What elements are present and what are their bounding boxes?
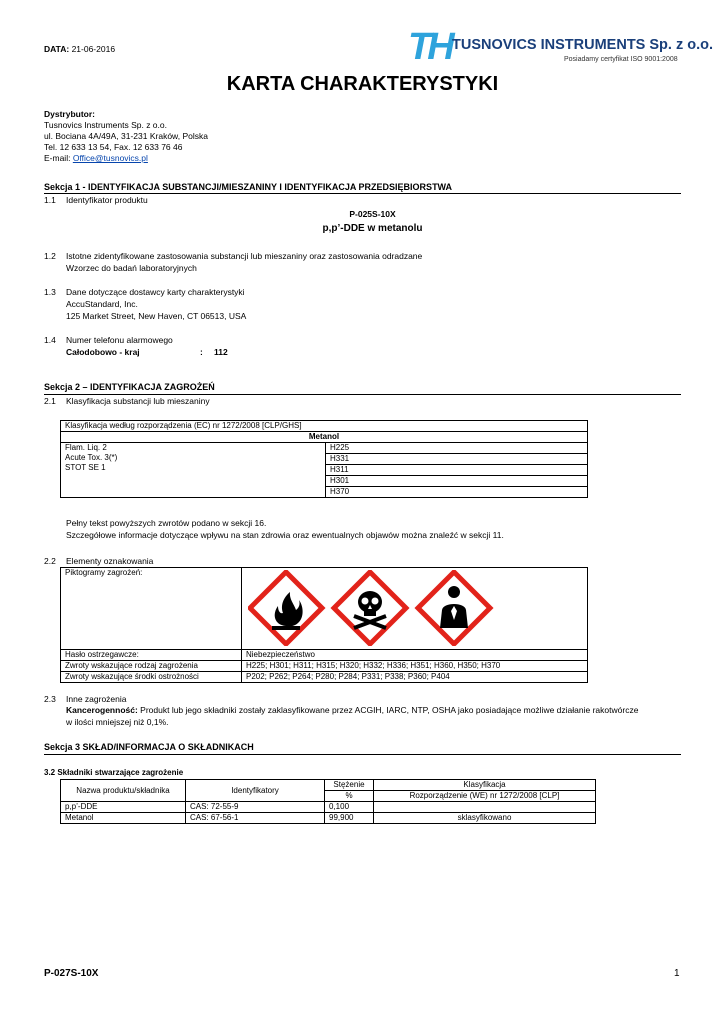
- signal-word-value: Niebezpieczeństwo: [242, 650, 588, 661]
- classification-table: [60, 420, 588, 498]
- s14-label: Numer telefonu alarmowego: [66, 335, 173, 345]
- hazard-code: H331: [326, 454, 587, 465]
- row-conc: 99,900: [325, 813, 374, 824]
- section1-rule: [44, 193, 681, 194]
- category: Acute Tox. 3(*): [65, 453, 118, 462]
- company-name: TUSNOVICS INSTRUMENTS Sp. z o.o.: [452, 37, 714, 53]
- section2-title: Sekcja 2 – IDENTYFIKACJA ZAGROŻEŃ: [44, 382, 215, 392]
- s22-number: 2.2: [44, 556, 56, 566]
- s14-number: 1.4: [44, 335, 56, 345]
- emergency-key: Całodobowo - kraj: [66, 347, 140, 357]
- company-logo: [408, 26, 714, 70]
- s11-number: 1.1: [44, 195, 56, 205]
- s23-label: Inne zagrożenia: [66, 694, 127, 704]
- hazard-statements-value: H225; H301; H311; H315; H320; H332; H336; H351; H360, H350; H370: [242, 661, 588, 672]
- s32-title: 3.2 Składniki stwarzające zagrożenie: [44, 768, 184, 777]
- s21-label: Klasyfikacja substancji lub mieszaniny: [66, 396, 210, 406]
- row-class: sklasyfikowano: [374, 813, 596, 824]
- pictograms-cell: [242, 568, 588, 650]
- s11-label: Identyfikator produktu: [66, 195, 148, 205]
- signal-word-label: Hasło ostrzegawcze:: [61, 650, 242, 661]
- footer-code: P-027S-10X: [44, 968, 99, 979]
- classification-hazard-codes: [326, 443, 588, 498]
- pictograms-label: Piktogramy zagrożeń:: [61, 568, 242, 650]
- s12-value: Wzorzec do badań laboratoryjnych: [66, 263, 197, 273]
- document-title: KARTA CHARAKTERYSTYKI: [226, 73, 499, 95]
- distributor-address: ul. Bociana 4A/49A, 31-231 Kraków, Polska: [44, 131, 208, 141]
- s13-label: Dane dotyczące dostawcy karty charakterystyki: [66, 287, 245, 297]
- row-name: p,p’-DDE: [61, 802, 186, 813]
- row-id: CAS: 67-56-1: [186, 813, 325, 824]
- s23-number: 2.3: [44, 694, 56, 704]
- row-conc: 0,100: [325, 802, 374, 813]
- s13-number: 1.3: [44, 287, 56, 297]
- s12-label: Istotne zidentyfikowane zastosowania substancji lub mieszaniny oraz zastosowania odradzane: [66, 251, 423, 261]
- carcinogenicity-line1: Produkt lub jego składniki zostały zaklasyfikowane przez ACGIH, IARC, NTP, OSHA jako posiadające możliwe działanie rakotwórcze: [137, 705, 639, 715]
- col-class-header: Klasyfikacja: [374, 780, 596, 791]
- page-number: 1: [674, 968, 680, 979]
- col-class-regulation: Rozporządzenie (WE) nr 1272/2008 [CLP]: [374, 791, 596, 802]
- classification-substance: Metanol: [61, 432, 588, 443]
- note-details: Szczegółowe informacje dotyczące wpływu na stan zdrowia oraz ewentualnych objawów można znaleźć w sekcji 11.: [66, 530, 504, 540]
- pictograms: [248, 570, 498, 646]
- date: [44, 44, 115, 55]
- distributor-email: [44, 153, 208, 164]
- s22-label: Elementy oznakowania: [66, 556, 154, 566]
- section1-title: Sekcja 1 - IDENTYFIKACJA SUBSTANCJI/MIESZANINY I IDENTYFIKACJA PRZEDSIĘBIORSTWA: [44, 182, 453, 192]
- section2-rule: [44, 394, 681, 395]
- table-row: [61, 802, 596, 813]
- col-conc-header: Stężenie: [325, 780, 374, 791]
- hazard-code: H225: [326, 443, 587, 454]
- classification-header: Klasyfikacja według rozporządzenia (EC) nr 1272/2008 [CLP/GHS]: [61, 421, 588, 432]
- distributor-block: [44, 109, 208, 164]
- logo-mark: TH: [408, 26, 451, 68]
- category: Flam. Liq. 2: [65, 443, 107, 452]
- section3-title: Sekcja 3 SKŁAD/INFORMACJA O SKŁADNIKACH: [44, 742, 254, 752]
- s21-number: 2.1: [44, 396, 56, 406]
- skull-crossbones-icon: [334, 572, 406, 644]
- precautionary-statements-value: P202; P262; P264; P280; P284; P331; P338; P360; P404: [242, 672, 588, 683]
- category: STOT SE 1: [65, 463, 106, 472]
- row-name: Metanol: [61, 813, 186, 824]
- classification-categories: [61, 443, 326, 498]
- flame-icon: [250, 572, 322, 644]
- distributor-phone: Tel. 12 633 13 54, Fax. 12 633 76 46: [44, 142, 183, 152]
- carcinogenicity-line2: w ilości mniejszej niż 0,1%.: [66, 717, 169, 727]
- emergency-number: 112: [214, 347, 228, 357]
- hazard-code: H370: [330, 487, 350, 496]
- carcinogenicity-key: Kancerogenność:: [66, 705, 138, 715]
- col-id-header: Identyfikatory: [186, 780, 325, 802]
- hazard-code: H301: [326, 476, 587, 487]
- date-value: 21-06-2016: [71, 44, 116, 54]
- supplier-address: 125 Market Street, New Haven, CT 06513, USA: [66, 311, 247, 321]
- email-label: E-mail:: [44, 153, 71, 163]
- distributor-name: Tusnovics Instruments Sp. z o.o.: [44, 120, 167, 130]
- carcinogenicity-text: [66, 705, 638, 716]
- product-code: P-025S-10X: [349, 209, 396, 219]
- emergency-separator: :: [200, 347, 203, 357]
- email-link[interactable]: Office@tusnovics.pl: [72, 153, 148, 163]
- table-row: [61, 813, 596, 824]
- composition-table: [60, 779, 596, 824]
- col-name-header: Nazwa produktu/składnika: [61, 780, 186, 802]
- hazard-statements-label: Zwroty wskazujące rodzaj zagrożenia: [61, 661, 242, 672]
- note-full-text: Pełny tekst powyższych zwrotów podano w sekcji 16.: [66, 518, 267, 528]
- row-class: [374, 802, 596, 813]
- row-id: CAS: 72-55-9: [186, 802, 325, 813]
- s12-number: 1.2: [44, 251, 56, 261]
- hazard-code: H311: [326, 465, 587, 476]
- company-certificate: Posiadamy certyfikat ISO 9001:2008: [564, 56, 678, 63]
- health-hazard-icon: [418, 572, 490, 644]
- labelling-table: [60, 567, 588, 683]
- col-conc-unit: %: [325, 791, 374, 802]
- date-label: DATA:: [44, 44, 70, 54]
- precautionary-statements-label: Zwroty wskazujące środki ostrożności: [61, 672, 242, 683]
- supplier-name: AccuStandard, Inc.: [66, 299, 138, 309]
- product-name: p,p’-DDE w metanolu: [322, 223, 423, 234]
- distributor-label: Dystrybutor:: [44, 109, 96, 119]
- section3-rule: [44, 754, 681, 755]
